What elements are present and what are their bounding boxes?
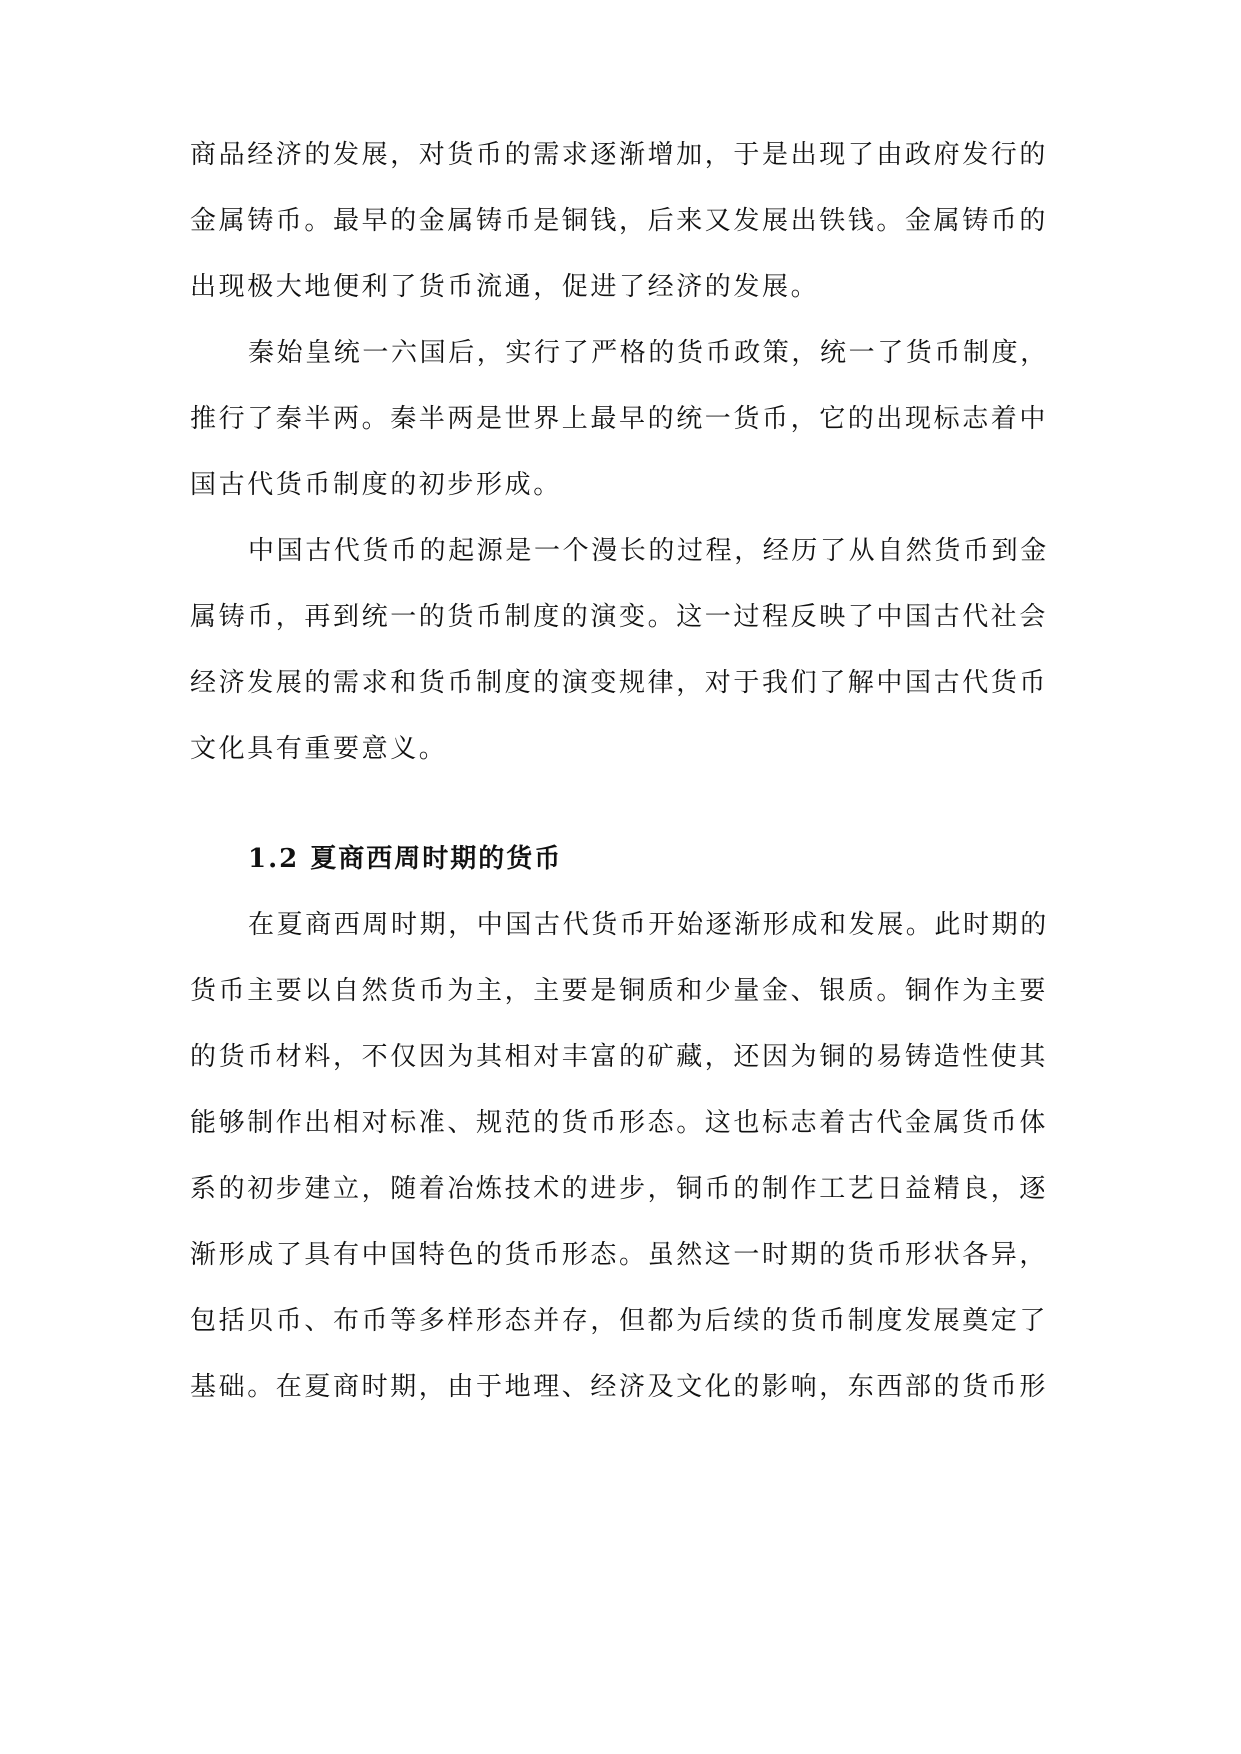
paragraph-3-line-1: 中国古代货币的起源是一个漫长的过程，经历了从自然货币到金 [248, 536, 1049, 566]
section-line-2: 货币主要以自然货币为主，主要是铜质和少量金、银质。铜作为主要 [190, 976, 1049, 1006]
section-line-7: 包括贝币、布币等多样形态并存，但都为后续的货币制度发展奠定了 [190, 1306, 1049, 1336]
paragraph-1-line-1: 商品经济的发展，对货币的需求逐渐增加，于是出现了由政府发行的 [190, 140, 1049, 170]
paragraph-3-line-4: 文化具有重要意义。 [190, 734, 448, 764]
paragraph-3-line-3: 经济发展的需求和货币制度的演变规律，对于我们了解中国古代货币 [190, 668, 1049, 698]
paragraph-1-line-2: 金属铸币。最早的金属铸币是铜钱，后来又发展出铁钱。金属铸币的 [190, 206, 1049, 236]
section-line-1: 在夏商西周时期，中国古代货币开始逐渐形成和发展。此时期的 [248, 910, 1049, 940]
section-heading: 1.2 夏商西周时期的货币 [248, 844, 563, 874]
section-line-6: 渐形成了具有中国特色的货币形态。虽然这一时期的货币形状各异， [190, 1240, 1049, 1270]
section-line-8: 基础。在夏商时期，由于地理、经济及文化的影响，东西部的货币形 [190, 1372, 1049, 1402]
paragraph-1-line-3: 出现极大地便利了货币流通，促进了经济的发展。 [190, 272, 820, 302]
paragraph-2-line-2: 推行了秦半两。秦半两是世界上最早的统一货币，它的出现标志着中 [190, 404, 1049, 434]
paragraph-2-line-1: 秦始皇统一六国后，实行了严格的货币政策，统一了货币制度， [248, 338, 1049, 368]
paragraph-2-line-3: 国古代货币制度的初步形成。 [190, 470, 562, 500]
paragraph-3-line-2: 属铸币，再到统一的货币制度的演变。这一过程反映了中国古代社会 [190, 602, 1049, 632]
section-line-3: 的货币材料，不仅因为其相对丰富的矿藏，还因为铜的易铸造性使其 [190, 1042, 1049, 1072]
section-line-4: 能够制作出相对标准、规范的货币形态。这也标志着古代金属货币体 [190, 1108, 1049, 1138]
section-line-5: 系的初步建立，随着冶炼技术的进步，铜币的制作工艺日益精良，逐 [190, 1174, 1049, 1204]
